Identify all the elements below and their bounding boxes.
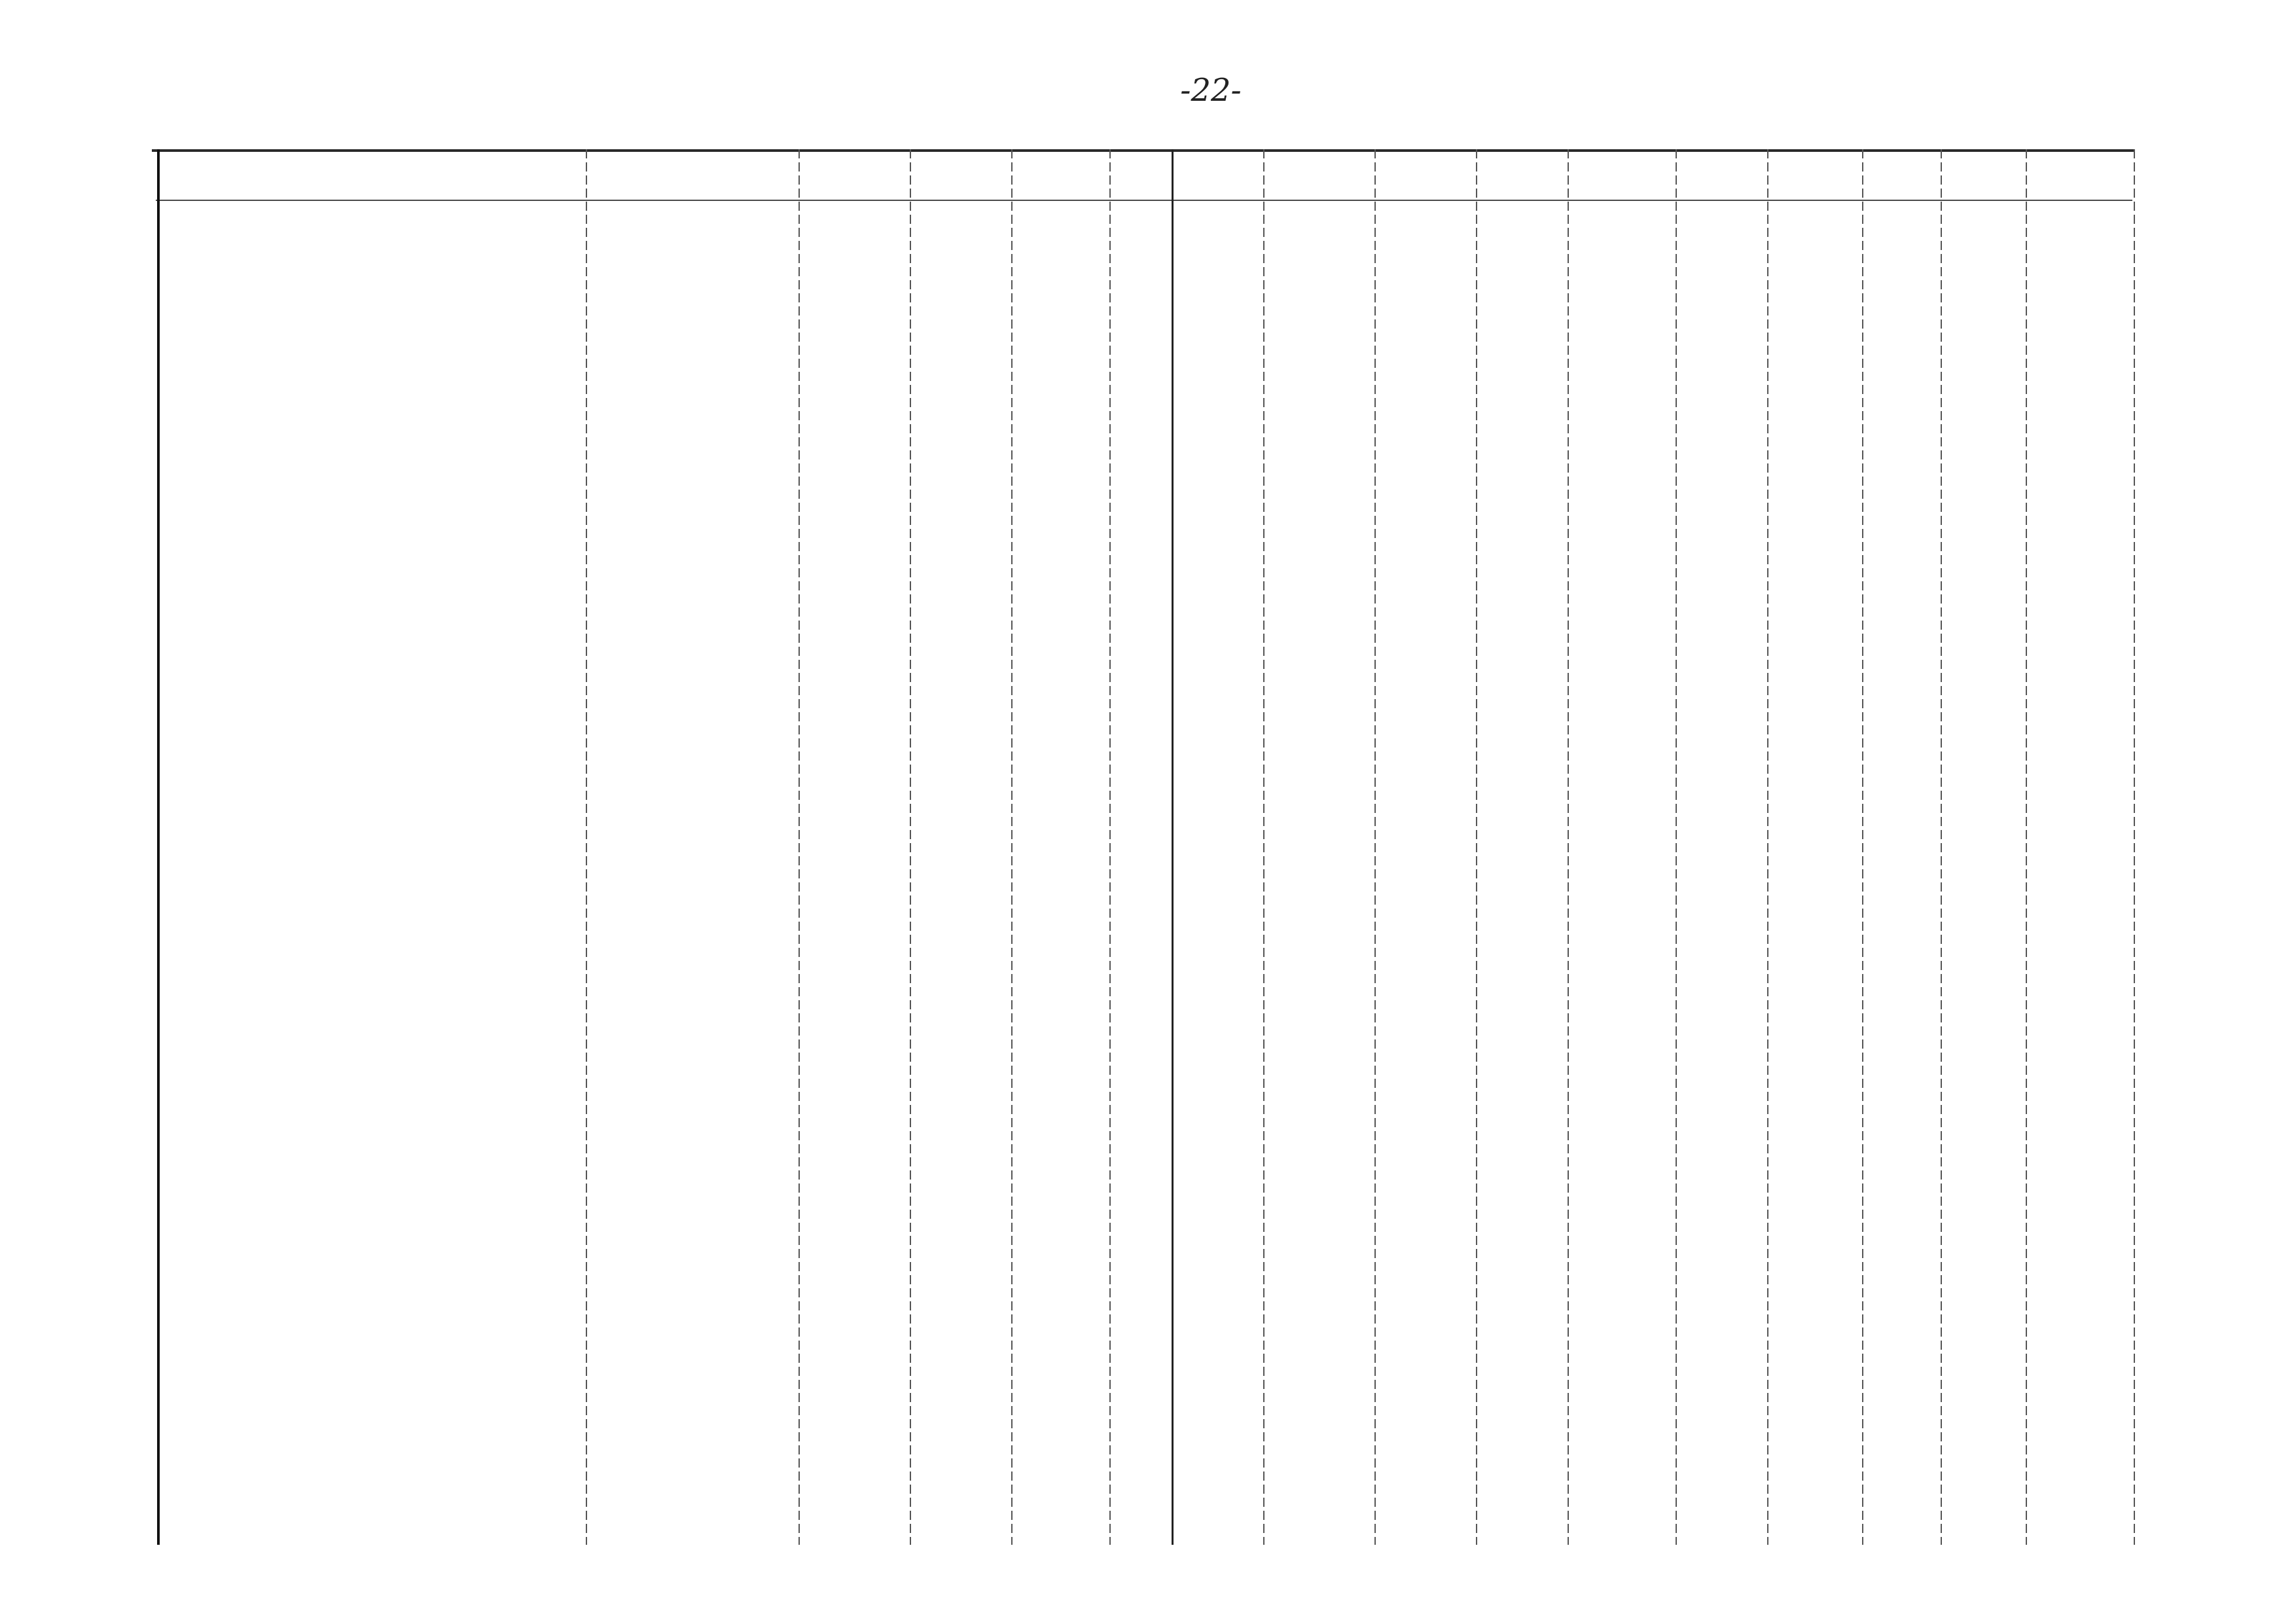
column-divider <box>1109 149 1111 1545</box>
column-divider <box>1011 149 1013 1545</box>
column-divider <box>586 149 587 1545</box>
column-divider <box>157 149 160 1545</box>
column-divider <box>798 149 800 1545</box>
column-divider <box>1374 149 1376 1545</box>
column-divider <box>1676 149 1677 1545</box>
page-number: -22- <box>1180 72 1242 109</box>
table-top-rule <box>152 149 2135 152</box>
column-divider <box>1263 149 1265 1545</box>
column-divider <box>1172 149 1174 1545</box>
column-divider <box>1767 149 1768 1545</box>
header-bottom-rule <box>156 200 2132 201</box>
column-divider <box>1941 149 1942 1545</box>
column-divider <box>1568 149 1569 1545</box>
column-divider <box>1476 149 1477 1545</box>
column-divider <box>2026 149 2027 1545</box>
column-divider <box>910 149 911 1545</box>
column-divider <box>1862 149 1863 1545</box>
column-divider <box>2134 149 2135 1545</box>
